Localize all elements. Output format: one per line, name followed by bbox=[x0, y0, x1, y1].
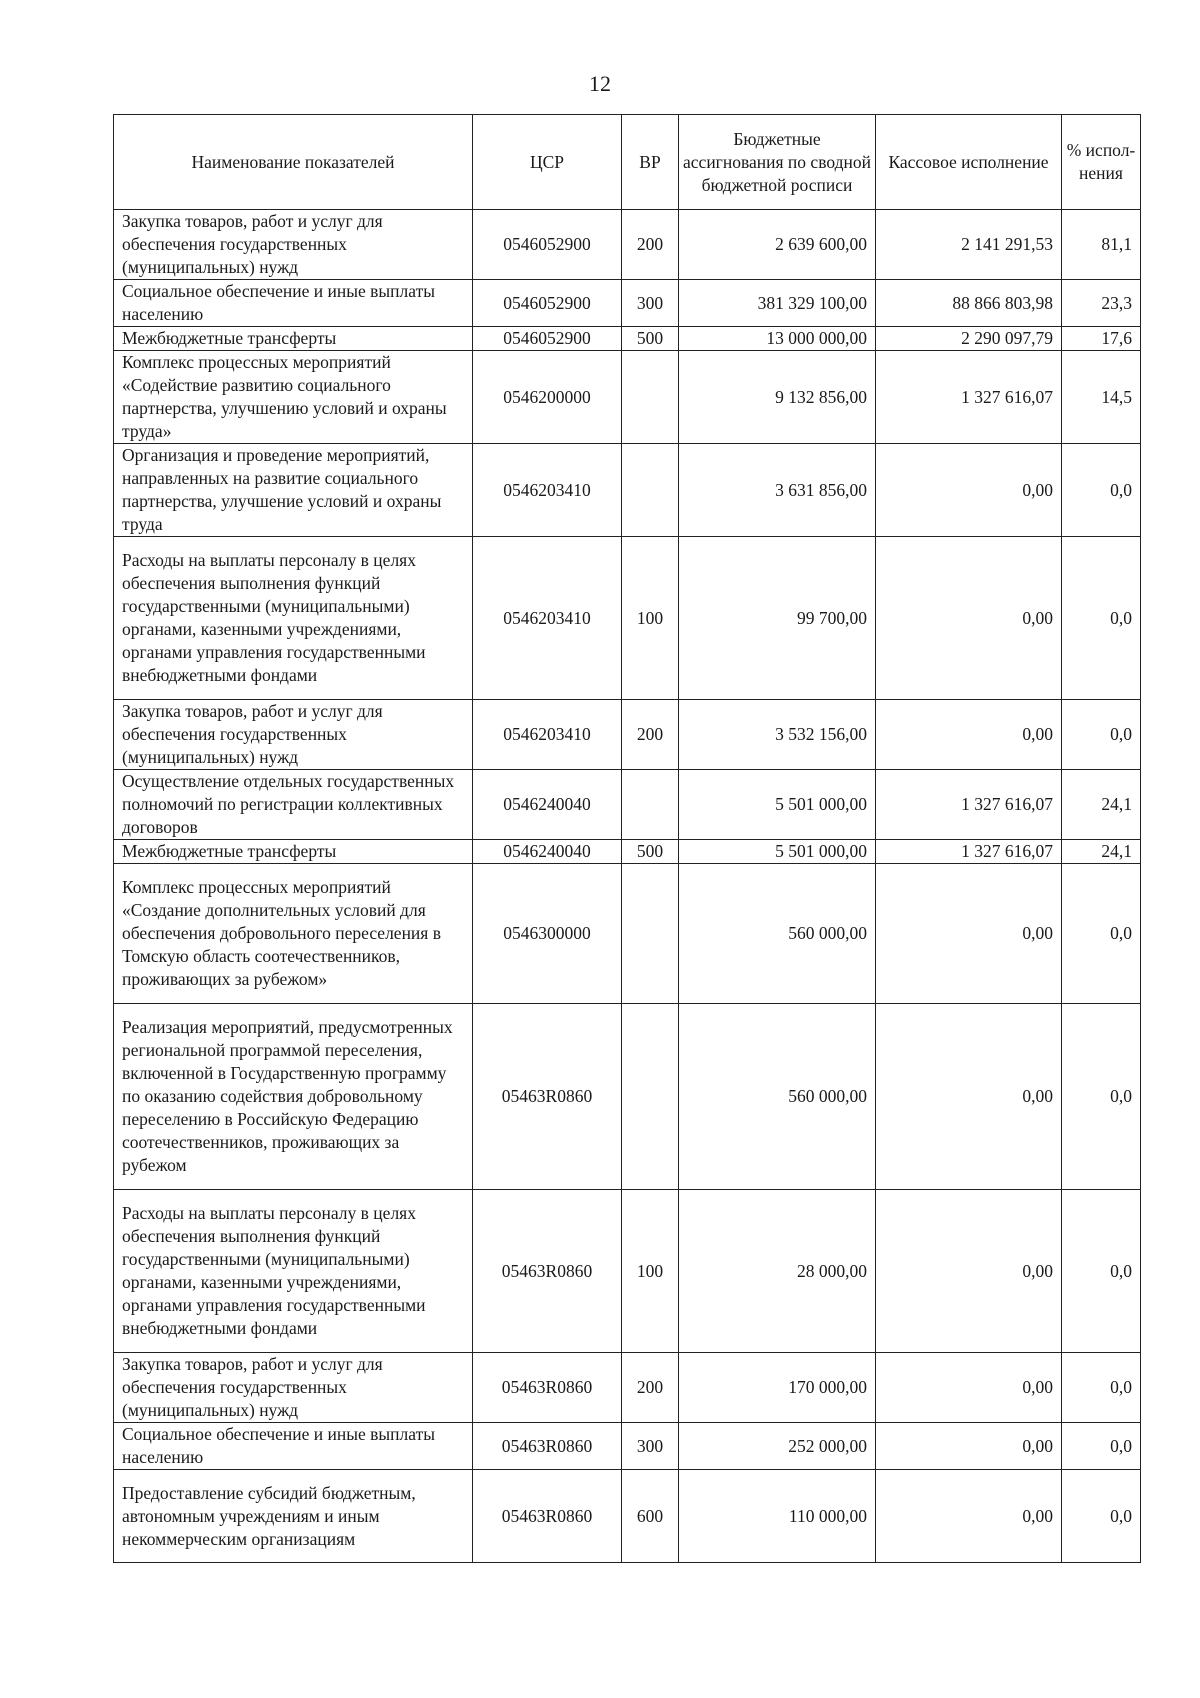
row-vr-cell bbox=[622, 444, 679, 537]
row-name-cell: Межбюджетные трансферты bbox=[114, 840, 473, 864]
row-vr-cell: 500 bbox=[622, 840, 679, 864]
row-name-cell: Осуществление отдельных государственных полномочий по регистрации коллективных договоров bbox=[114, 770, 473, 840]
row-csr-cell: 0546052900 bbox=[473, 210, 622, 280]
row-cash-cell: 2 141 291,53 bbox=[876, 210, 1062, 280]
row-name-cell: Организация и проведение мероприятий, направленных на развитие социального партнерства, улучшение условий и охраны труда bbox=[114, 444, 473, 537]
row-allocations-cell: 381 329 100,00 bbox=[679, 280, 876, 327]
row-percent-cell: 0,0 bbox=[1062, 1470, 1141, 1563]
row-csr-cell: 0546203410 bbox=[473, 700, 622, 770]
row-csr-cell: 0546052900 bbox=[473, 280, 622, 327]
row-vr-cell: 600 bbox=[622, 1470, 679, 1563]
row-allocations-cell: 28 000,00 bbox=[679, 1190, 876, 1353]
row-csr-cell: 0546203410 bbox=[473, 537, 622, 700]
row-allocations-cell: 3 631 856,00 bbox=[679, 444, 876, 537]
row-allocations-cell: 110 000,00 bbox=[679, 1470, 876, 1563]
row-vr-cell: 200 bbox=[622, 1353, 679, 1423]
header-vr: ВР bbox=[622, 115, 679, 210]
row-percent-cell: 0,0 bbox=[1062, 1423, 1141, 1470]
row-name-cell: Комплекс процессных мероприятий «Создание дополнительных условий для обеспечения добровольного переселения в Томскую область соотечественников, проживающих за рубежом» bbox=[114, 864, 473, 1004]
row-csr-cell: 05463R0860 bbox=[473, 1004, 622, 1190]
row-allocations-cell: 560 000,00 bbox=[679, 1004, 876, 1190]
row-name-cell: Предоставление субсидий бюджетным, автономным учреждениям и иным некоммерческим организациям bbox=[114, 1470, 473, 1563]
table-header-row bbox=[114, 115, 1141, 210]
row-csr-cell: 0546203410 bbox=[473, 444, 622, 537]
row-name-cell: Социальное обеспечение и иные выплаты населению bbox=[114, 280, 473, 327]
row-cash-cell: 0,00 bbox=[876, 1423, 1062, 1470]
row-vr-cell: 200 bbox=[622, 210, 679, 280]
table-row bbox=[114, 1423, 1141, 1470]
table-row bbox=[114, 770, 1141, 840]
row-percent-cell: 0,0 bbox=[1062, 444, 1141, 537]
row-vr-cell: 100 bbox=[622, 1190, 679, 1353]
row-allocations-cell: 560 000,00 bbox=[679, 864, 876, 1004]
row-vr-cell: 100 bbox=[622, 537, 679, 700]
row-percent-cell: 0,0 bbox=[1062, 864, 1141, 1004]
table-row bbox=[114, 1353, 1141, 1423]
row-csr-cell: 0546300000 bbox=[473, 864, 622, 1004]
row-csr-cell: 0546240040 bbox=[473, 840, 622, 864]
budget-execution-table bbox=[113, 114, 1141, 1563]
header-allocations: Бюджетные ассигнования по сводной бюджетной росписи bbox=[679, 115, 876, 210]
header-name: Наименование показателей bbox=[114, 115, 473, 210]
row-allocations-cell: 2 639 600,00 bbox=[679, 210, 876, 280]
row-percent-cell: 0,0 bbox=[1062, 537, 1141, 700]
row-csr-cell: 0546240040 bbox=[473, 770, 622, 840]
row-cash-cell: 0,00 bbox=[876, 444, 1062, 537]
row-vr-cell bbox=[622, 864, 679, 1004]
header-csr: ЦСР bbox=[473, 115, 622, 210]
row-cash-cell: 88 866 803,98 bbox=[876, 280, 1062, 327]
row-cash-cell: 0,00 bbox=[876, 1004, 1062, 1190]
row-vr-cell bbox=[622, 351, 679, 444]
row-name-cell: Комплекс процессных мероприятий «Содействие развитию социального партнерства, улучшению условий и охраны труда» bbox=[114, 351, 473, 444]
row-cash-cell: 2 290 097,79 bbox=[876, 327, 1062, 351]
row-cash-cell: 0,00 bbox=[876, 537, 1062, 700]
row-name-cell: Расходы на выплаты персоналу в целях обеспечения выполнения функций государственными (муниципальными) органами, казенными учреждениями, органами управления государственными внебюджетными фондами bbox=[114, 1190, 473, 1353]
row-percent-cell: 0,0 bbox=[1062, 1353, 1141, 1423]
table-row bbox=[114, 351, 1141, 444]
row-cash-cell: 0,00 bbox=[876, 700, 1062, 770]
row-name-cell: Закупка товаров, работ и услуг для обеспечения государственных (муниципальных) нужд bbox=[114, 1353, 473, 1423]
row-percent-cell: 17,6 bbox=[1062, 327, 1141, 351]
row-vr-cell bbox=[622, 770, 679, 840]
row-csr-cell: 0546200000 bbox=[473, 351, 622, 444]
row-percent-cell: 23,3 bbox=[1062, 280, 1141, 327]
row-allocations-cell: 3 532 156,00 bbox=[679, 700, 876, 770]
row-vr-cell: 300 bbox=[622, 280, 679, 327]
row-cash-cell: 0,00 bbox=[876, 1470, 1062, 1563]
row-percent-cell: 0,0 bbox=[1062, 1190, 1141, 1353]
row-allocations-cell: 5 501 000,00 bbox=[679, 840, 876, 864]
table-row bbox=[114, 700, 1141, 770]
row-cash-cell: 0,00 bbox=[876, 1190, 1062, 1353]
row-name-cell: Расходы на выплаты персоналу в целях обеспечения выполнения функций государственными (муниципальными) органами, казенными учреждениями, органами управления государственными внебюджетными фондами bbox=[114, 537, 473, 700]
row-name-cell: Закупка товаров, работ и услуг для обеспечения государственных (муниципальных) нужд bbox=[114, 700, 473, 770]
row-csr-cell: 05463R0860 bbox=[473, 1423, 622, 1470]
row-csr-cell: 05463R0860 bbox=[473, 1470, 622, 1563]
table-row bbox=[114, 444, 1141, 537]
table-row bbox=[114, 210, 1141, 280]
table-row bbox=[114, 1190, 1141, 1353]
row-allocations-cell: 170 000,00 bbox=[679, 1353, 876, 1423]
row-cash-cell: 1 327 616,07 bbox=[876, 840, 1062, 864]
row-cash-cell: 1 327 616,07 bbox=[876, 351, 1062, 444]
row-cash-cell: 0,00 bbox=[876, 864, 1062, 1004]
table-row bbox=[114, 840, 1141, 864]
row-name-cell: Закупка товаров, работ и услуг для обеспечения государственных (муниципальных) нужд bbox=[114, 210, 473, 280]
row-allocations-cell: 252 000,00 bbox=[679, 1423, 876, 1470]
row-percent-cell: 14,5 bbox=[1062, 351, 1141, 444]
table-row bbox=[114, 280, 1141, 327]
table-row bbox=[114, 864, 1141, 1004]
row-percent-cell: 0,0 bbox=[1062, 700, 1141, 770]
row-vr-cell: 300 bbox=[622, 1423, 679, 1470]
row-percent-cell: 81,1 bbox=[1062, 210, 1141, 280]
header-percent: % испол-нения bbox=[1062, 115, 1141, 210]
row-csr-cell: 0546052900 bbox=[473, 327, 622, 351]
row-vr-cell: 200 bbox=[622, 700, 679, 770]
row-allocations-cell: 9 132 856,00 bbox=[679, 351, 876, 444]
table-row bbox=[114, 537, 1141, 700]
row-allocations-cell: 13 000 000,00 bbox=[679, 327, 876, 351]
row-name-cell: Межбюджетные трансферты bbox=[114, 327, 473, 351]
row-allocations-cell: 5 501 000,00 bbox=[679, 770, 876, 840]
page-number: 12 bbox=[589, 71, 611, 96]
row-percent-cell: 24,1 bbox=[1062, 770, 1141, 840]
row-csr-cell: 05463R0860 bbox=[473, 1353, 622, 1423]
row-allocations-cell: 99 700,00 bbox=[679, 537, 876, 700]
table-row bbox=[114, 1004, 1141, 1190]
row-vr-cell: 500 bbox=[622, 327, 679, 351]
table-row bbox=[114, 327, 1141, 351]
row-name-cell: Реализация мероприятий, предусмотренных региональной программой переселения, включенной в Государственную программу по оказанию содействия добровольному переселению в Российскую Федерацию соотечественников, проживающих за рубежом bbox=[114, 1004, 473, 1190]
row-percent-cell: 0,0 bbox=[1062, 1004, 1141, 1190]
header-cash: Кассовое исполнение bbox=[876, 115, 1062, 210]
row-vr-cell bbox=[622, 1004, 679, 1190]
row-csr-cell: 05463R0860 bbox=[473, 1190, 622, 1353]
table-row bbox=[114, 1470, 1141, 1563]
row-name-cell: Социальное обеспечение и иные выплаты населению bbox=[114, 1423, 473, 1470]
row-cash-cell: 1 327 616,07 bbox=[876, 770, 1062, 840]
row-percent-cell: 24,1 bbox=[1062, 840, 1141, 864]
row-cash-cell: 0,00 bbox=[876, 1353, 1062, 1423]
table-body bbox=[114, 210, 1141, 1563]
